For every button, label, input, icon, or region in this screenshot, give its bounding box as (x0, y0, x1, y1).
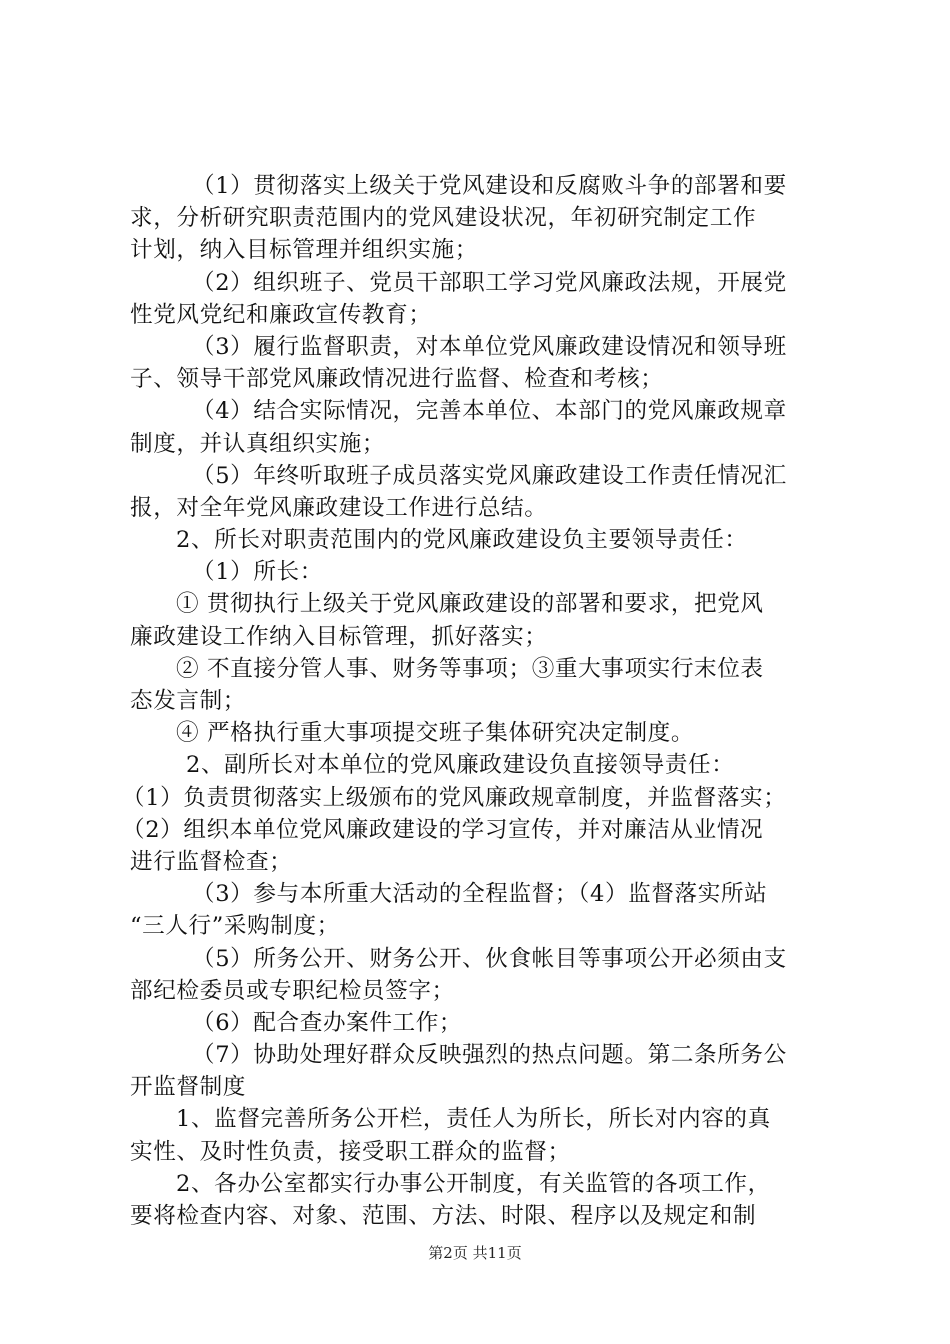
text-line: 要将检查内容、对象、范围、方法、时限、程序以及规定和制 (130, 1203, 757, 1229)
text-line: ② 不直接分管人事、财务等事项；③重大事项实行末位表 (176, 655, 764, 682)
text-line: ① 贯彻执行上级关于党风廉政建设的部署和要求，把党风 (176, 591, 764, 618)
text-line: 1、监督完善所务公开栏，责任人为所长，所长对内容的真 (176, 1106, 771, 1133)
text-line: （4）结合实际情况，完善本单位、本部门的党风廉政规章 (192, 398, 787, 425)
text-line: 实性、及时性负责，接受职工群众的监督； (130, 1138, 571, 1165)
text-line: 进行监督检查； (130, 848, 293, 875)
text-line: 报，对全年党风廉政建设工作进行总结。 (130, 494, 548, 521)
text-line: ④ 严格执行重大事项提交班子集体研究决定制度。 (176, 720, 695, 747)
text-line: 子、领导干部党风廉政情况进行监督、检查和考核； (130, 366, 664, 393)
text-line: 廉政建设工作纳入目标管理，抓好落实； (130, 623, 548, 650)
text-line: 2、所长对职责范围内的党风廉政建设负主要领导责任： (176, 527, 748, 554)
document-body (122, 170, 830, 1232)
text-line: 态发言制； (130, 688, 246, 714)
text-line: （5）所务公开、财务公开、伙食帐目等事项公开必须由支 (192, 945, 787, 972)
text-line: （2）组织班子、党员干部职工学习党风廉政法规，开展党 (192, 269, 787, 296)
text-line: （5）年终听取班子成员落实党风廉政建设工作责任情况汇 (192, 462, 787, 489)
text-line: 部纪检委员或专职纪检员签字； (130, 977, 455, 1004)
text-line: 性党风党纪和廉政宣传教育； (130, 301, 432, 328)
text-line: （7）协助处理好群众反映强烈的热点问题。第二条所务公 (192, 1042, 787, 1069)
text-line: 制度，并认真组织实施； (130, 430, 386, 457)
text-line: 2、副所长对本单位的党风廉政建设负直接领导责任： (186, 752, 735, 779)
text-line: 计划，纳入目标管理并组织实施； (130, 237, 478, 264)
text-line: （1）所长： (192, 559, 323, 586)
text-line: （3）履行监督职责，对本单位党风廉政建设情况和领导班 (192, 333, 787, 360)
text-line: 求，分析研究职责范围内的党风建设状况，年初研究制定工作 (130, 205, 757, 232)
text-line: （1）贯彻落实上级关于党风建设和反腐败斗争的部署和要 (192, 173, 787, 199)
text-line: 开监督制度 (130, 1074, 246, 1101)
text-line: （3）参与本所重大活动的全程监督；（4）监督落实所站 (192, 881, 768, 908)
text-line: （2）组织本单位党风廉政建设的学习宣传，并对廉洁从业情况 (122, 816, 764, 843)
text-line: “三人行”采购制度； (130, 913, 340, 940)
page-footer (0, 1243, 950, 1263)
page-number-label: 第2页 共11页 (428, 1244, 522, 1262)
text-line: 2、各办公室都实行办事公开制度，有关监管的各项工作， (176, 1170, 771, 1197)
text-line: （1）负责贯彻落实上级颁布的党风廉政规章制度，并监督落实； (122, 784, 787, 811)
text-line: （6）配合查办案件工作； (192, 1009, 463, 1036)
